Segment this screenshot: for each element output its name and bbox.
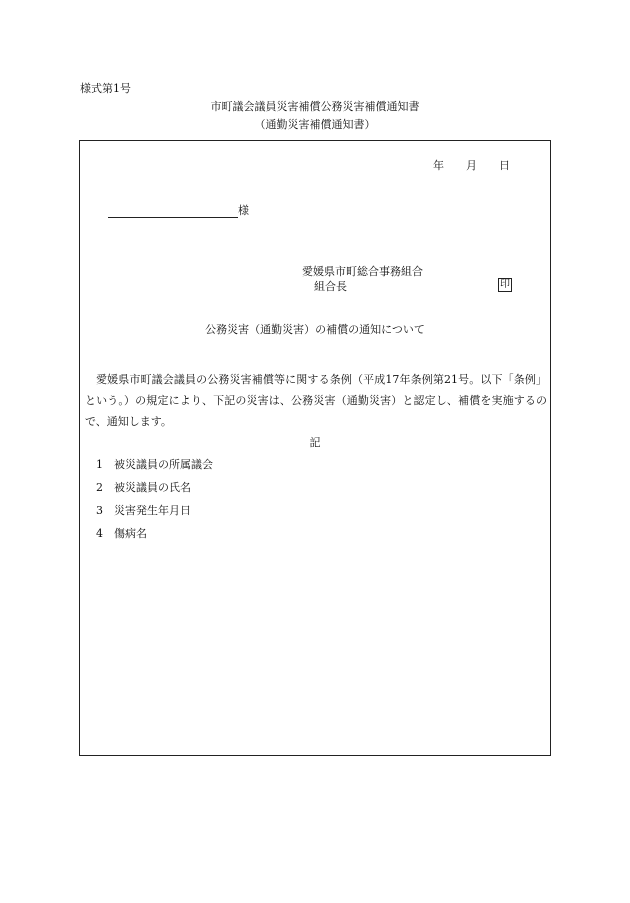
item-number: 3 xyxy=(96,504,103,517)
item-label: 被災議員の氏名 xyxy=(114,481,191,494)
list-item xyxy=(96,481,213,504)
seal-mark: 印 xyxy=(500,279,510,290)
document-subtitle: （通勤災害補償通知書） xyxy=(254,118,376,131)
addressee xyxy=(108,203,249,218)
item-label: 災害発生年月日 xyxy=(114,504,191,517)
ki-heading: 記 xyxy=(309,436,321,449)
notice-frame xyxy=(79,140,551,756)
addressee-honorific: 様 xyxy=(238,204,249,217)
item-number: 1 xyxy=(96,458,103,471)
sender-organization: 愛媛県市町総合事務組合 xyxy=(302,265,423,278)
sender-block xyxy=(302,264,423,295)
body-paragraph: 愛媛県市町議会議員の公務災害補償等に関する条例（平成17年条例第21号。以下「条例」という。）の規定により、下記の災害は、公務災害（通勤災害）と認定し、補償を実施するので、通知します。 xyxy=(85,373,547,428)
item-label: 傷病名 xyxy=(114,527,147,540)
item-label: 被災議員の所属議会 xyxy=(114,458,213,471)
list-item xyxy=(96,458,213,481)
date-year: 年 xyxy=(433,159,444,172)
sender-title: 組合長 xyxy=(314,280,347,294)
date-day: 日 xyxy=(499,159,510,172)
addressee-name-line xyxy=(108,204,238,218)
list-item xyxy=(96,527,213,550)
item-list xyxy=(96,458,213,550)
subject-line: 公務災害（通勤災害）の補償の通知について xyxy=(205,323,425,336)
form-number: 様式第1号 xyxy=(80,82,131,95)
document-title: 市町議会議員災害補償公務災害補償通知書 xyxy=(210,100,420,113)
list-item xyxy=(96,504,213,527)
date-line xyxy=(433,158,510,173)
item-number: 2 xyxy=(96,481,103,494)
item-number: 4 xyxy=(96,527,103,540)
date-month: 月 xyxy=(466,159,477,172)
